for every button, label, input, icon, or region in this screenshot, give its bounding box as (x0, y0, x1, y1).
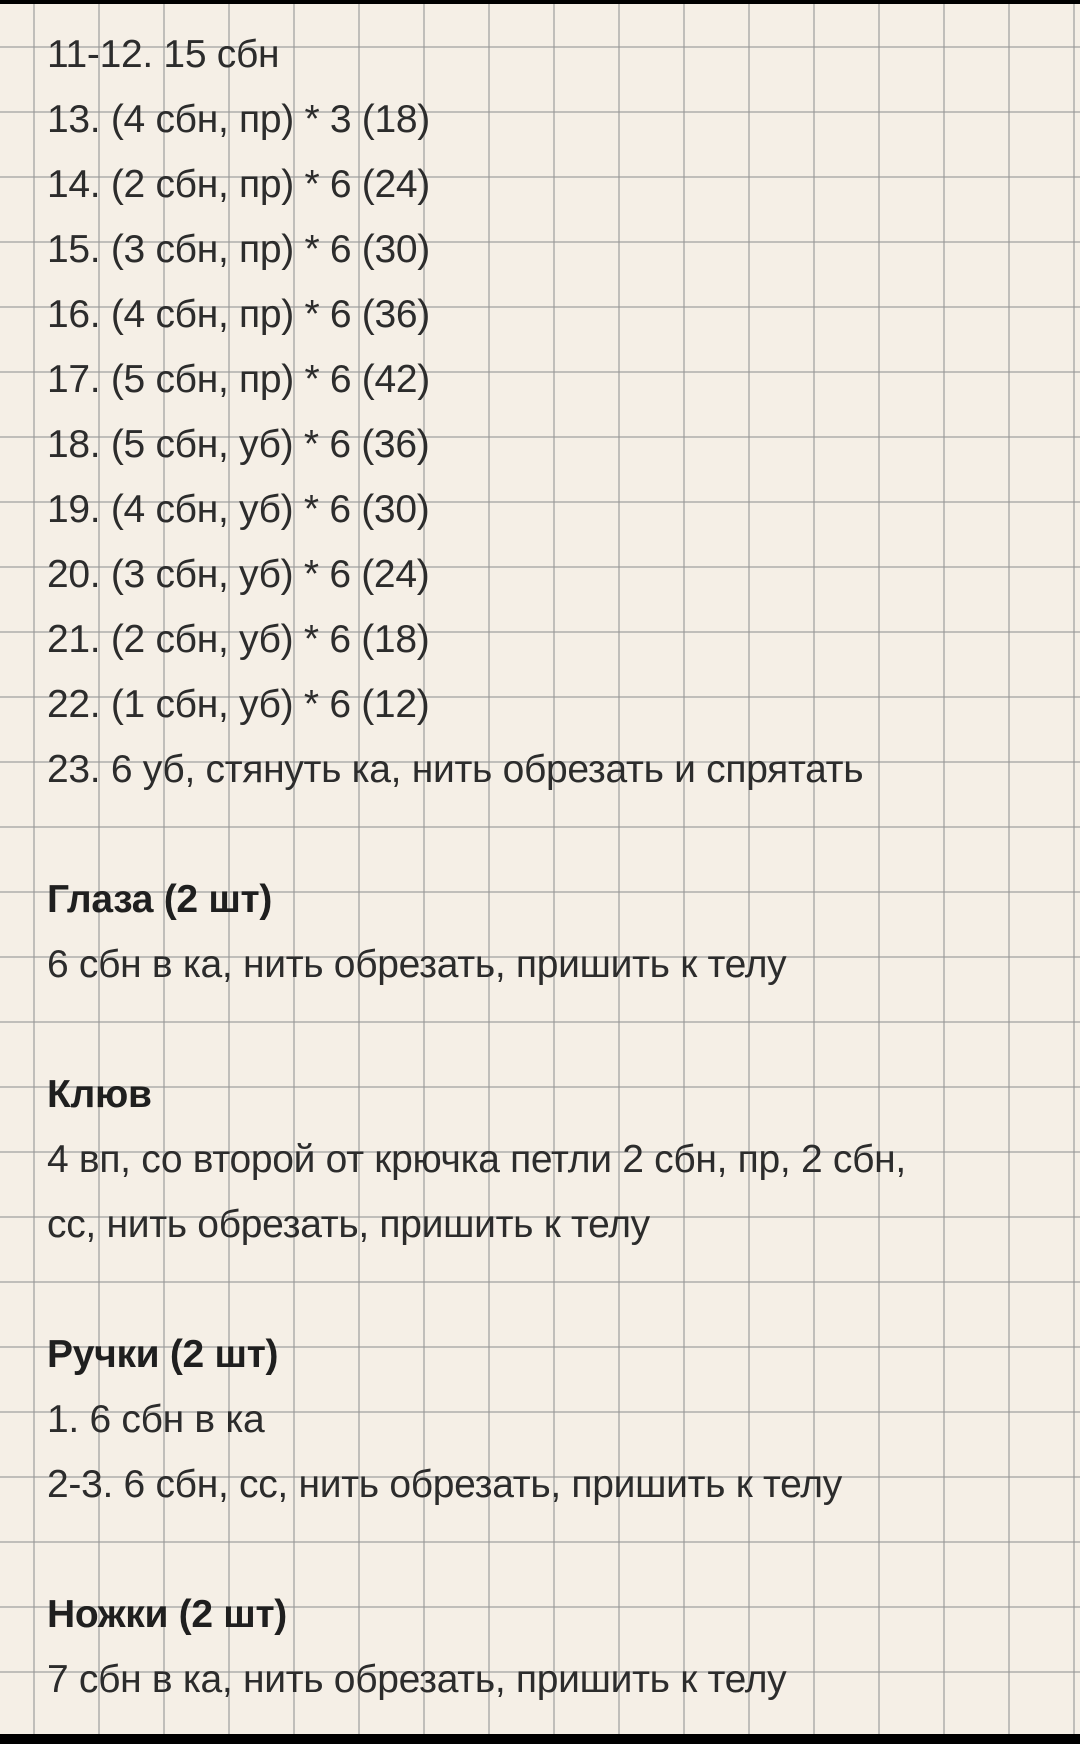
spacer (47, 1517, 1047, 1582)
round-line: 23. 6 уб, стянуть ка, нить обрезать и спрятать (47, 748, 864, 791)
round-line: 21. (2 сбн, уб) * 6 (18) (47, 618, 430, 661)
arms-round-1: 1. 6 сбн в ка (47, 1398, 265, 1441)
bottom-edge (0, 1734, 1080, 1744)
round-line: 14. (2 сбн, пр) * 6 (24) (47, 163, 430, 206)
round-line: 16. (4 сбн, пр) * 6 (36) (47, 293, 430, 336)
round-line: 17. (5 сбн, пр) * 6 (42) (47, 358, 430, 401)
eyes-heading: Глаза (2 шт) (47, 878, 273, 921)
eyes-instructions: 6 сбн в ка, нить обрезать, пришить к телу (47, 943, 787, 986)
grid-paper-page (0, 4, 1080, 1734)
round-line: 20. (3 сбн, уб) * 6 (24) (47, 553, 430, 596)
beak-instructions-line-1: 4 вп, со второй от крючка петли 2 сбн, пр, 2 сбн, (47, 1138, 906, 1181)
pattern-text (47, 22, 1047, 1712)
legs-heading: Ножки (2 шт) (47, 1593, 287, 1636)
spacer (47, 1257, 1047, 1322)
arms-round-2-3: 2-3. 6 сбн, сс, нить обрезать, пришить к телу (47, 1463, 842, 1506)
round-line: 13. (4 сбн, пр) * 3 (18) (47, 98, 430, 141)
arms-heading: Ручки (2 шт) (47, 1333, 279, 1376)
round-line: 11-12. 15 сбн (47, 33, 280, 76)
round-line: 19. (4 сбн, уб) * 6 (30) (47, 488, 430, 531)
spacer (47, 802, 1047, 867)
legs-instructions: 7 сбн в ка, нить обрезать, пришить к телу (47, 1658, 787, 1701)
round-line: 22. (1 сбн, уб) * 6 (12) (47, 683, 430, 726)
beak-heading: Клюв (47, 1073, 152, 1116)
round-line: 18. (5 сбн, уб) * 6 (36) (47, 423, 430, 466)
beak-instructions-line-2: сс, нить обрезать, пришить к телу (47, 1203, 650, 1246)
round-line: 15. (3 сбн, пр) * 6 (30) (47, 228, 430, 271)
spacer (47, 997, 1047, 1062)
